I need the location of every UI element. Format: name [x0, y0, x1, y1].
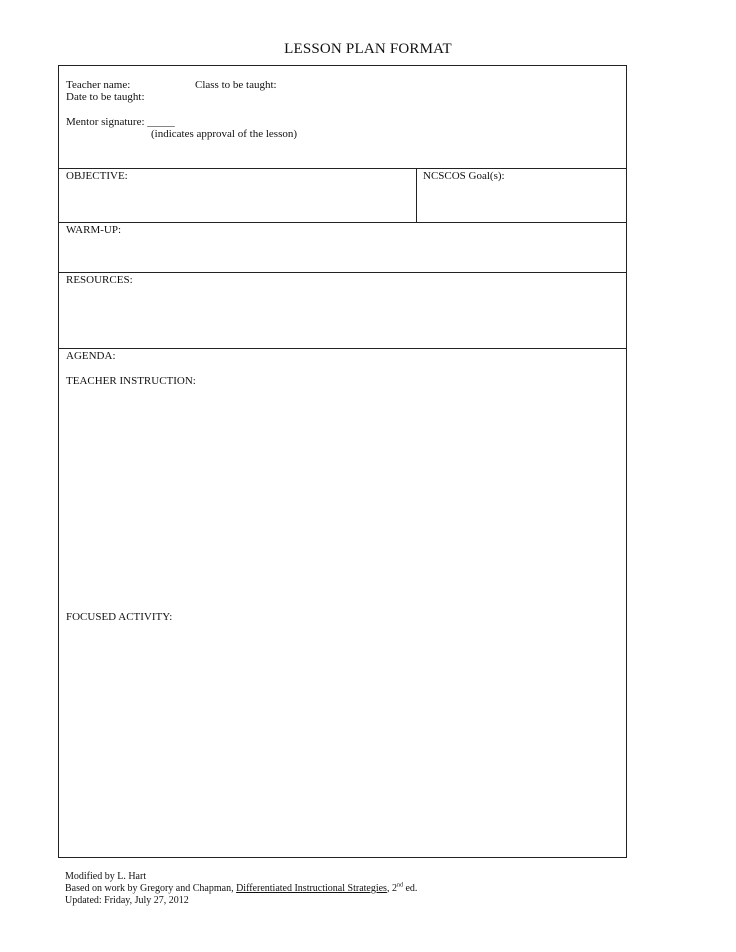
focused-activity-label: FOCUSED ACTIVITY:: [66, 611, 173, 623]
teacher-instruction-label: TEACHER INSTRUCTION:: [66, 375, 196, 387]
edition-superscript: nd: [396, 882, 403, 889]
objective-label: OBJECTIVE:: [66, 170, 128, 182]
book-title: Differentiated Instructional Strategies: [236, 883, 387, 894]
ncscos-goals-label: NCSCOS Goal(s):: [423, 170, 505, 182]
date-to-be-taught-label: Date to be taught:: [66, 91, 145, 103]
teacher-name-label: Teacher name:: [66, 79, 131, 91]
divider-resources: [59, 348, 626, 349]
divider-warm-up: [59, 272, 626, 273]
resources-label: RESOURCES:: [66, 274, 133, 286]
edition-suffix: ed.: [402, 883, 418, 894]
lesson-plan-form: [58, 65, 627, 858]
document-footer: [65, 871, 417, 907]
based-on-text: [65, 883, 417, 895]
agenda-label: AGENDA:: [66, 350, 116, 362]
document-title: LESSON PLAN FORMAT: [284, 41, 452, 57]
divider-objective-ncscos: [416, 168, 417, 222]
divider-header: [59, 168, 626, 169]
based-on-prefix: Based on work by Gregory and Chapman,: [65, 883, 237, 894]
divider-objective: [59, 222, 626, 223]
updated-date-text: Updated: Friday, July 27, 2012: [65, 895, 189, 906]
mentor-signature-label: Mentor signature: _____: [66, 116, 175, 128]
edition-number: , 2: [386, 883, 397, 894]
class-to-be-taught-label: Class to be taught:: [195, 79, 277, 91]
mentor-approval-note: (indicates approval of the lesson): [151, 128, 298, 140]
modified-by-text: Modified by L. Hart: [65, 871, 147, 882]
warm-up-label: WARM-UP:: [66, 224, 122, 236]
